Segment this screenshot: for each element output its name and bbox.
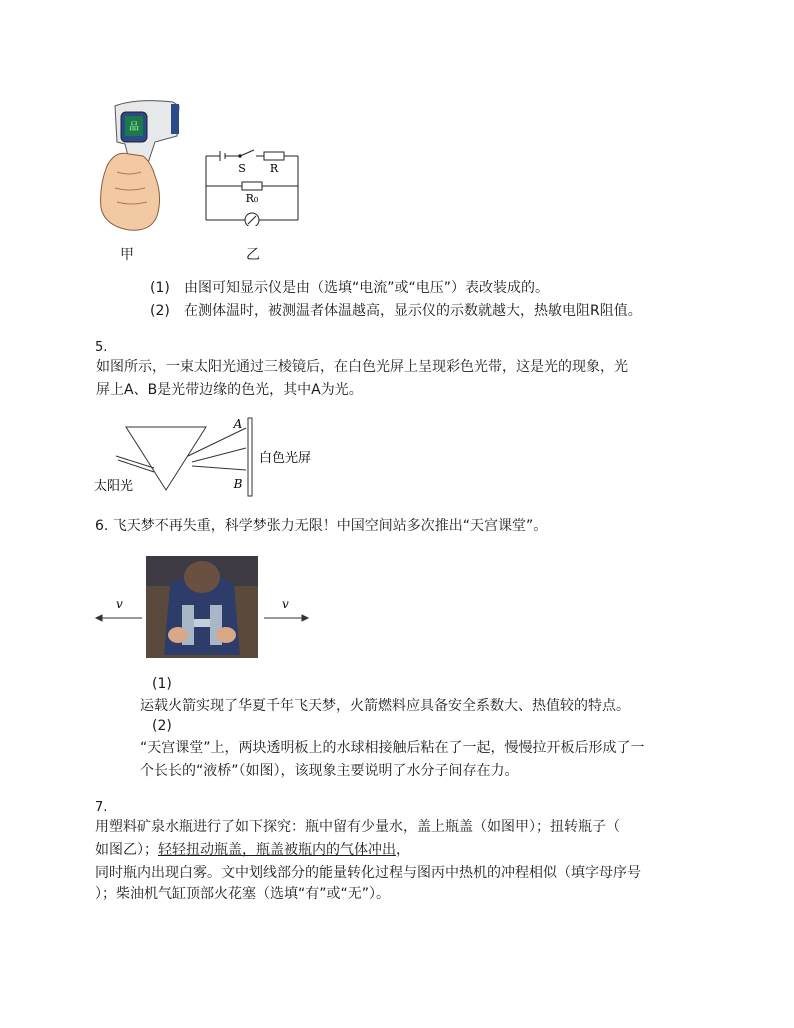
figure-label-jia: 甲 [120, 247, 134, 263]
q6-sub2-line1: “天宫课堂”上，两块透明板上的水球相接触后粘在了一起，慢慢拉开板后形成了一 [140, 740, 645, 756]
q7-line1: 用塑料矿泉水瓶进行了如下探究：瓶中留有少量水，盖上瓶盖（如图甲）；扭转瓶子（ [95, 819, 620, 835]
velocity-right-label: v [282, 597, 289, 611]
q4-sub2-num: (2) [150, 303, 170, 319]
q7-line3: 同时瓶内出现白雾。文中划线部分的能量转化过程与图丙中热机的冲程相似（填字母序号 [95, 865, 641, 881]
switch-label: S [238, 162, 246, 175]
q5-line1: 如图所示，一束太阳光通过三棱镜后，在白色光屏上呈现彩色光带，这是光的现象，光 [96, 359, 628, 375]
thermometer-figure [95, 96, 185, 236]
q4-sub1-num: (1) [150, 280, 170, 296]
label-a: A [233, 417, 243, 431]
label-sunlight: 太阳光 [94, 479, 134, 494]
liquid-bridge-figure [90, 555, 315, 660]
circuit-diagram [200, 146, 305, 226]
q6-sub1-num: (1) [152, 676, 172, 692]
q4-sub1-text: 由图可知显示仪是由（选填“电流”或“电压”）表改装成的。 [184, 280, 550, 296]
resistor-r0-label: R₀ [245, 192, 259, 205]
q7-line2 [95, 840, 410, 860]
velocity-left-label: v [116, 597, 123, 611]
svg-text:品: 品 [129, 122, 139, 133]
q6-sub1-text: 运载火箭实现了华夏千年飞天梦，火箭燃料应具备安全系数大、热值较的特点。 [140, 698, 630, 714]
q7-line2-c: ， [396, 842, 410, 858]
q7-number: 7. [95, 800, 108, 815]
q5-number: 5. [95, 340, 108, 355]
label-b: B [233, 477, 243, 491]
resistor-r-label: R [269, 162, 279, 175]
q7-line4: ）；柴油机气缸顶部火花塞（选填“有”或“无”）。 [95, 886, 391, 902]
q7-line2-a: 如图乙）； [95, 842, 158, 858]
q6-line1: 6. 飞天梦不再失重，科学梦张力无限！中国空间站多次推出“天宫课堂”。 [95, 518, 548, 534]
q5-line2: 屏上A、B是光带边缘的色光，其中A为光。 [96, 382, 363, 398]
q6-sub2-num: (2) [152, 718, 172, 734]
figure-label-yi: 乙 [246, 247, 260, 263]
q7-underlined-text: 轻轻扭动瓶盖，瓶盖被瓶内的气体冲出 [158, 842, 396, 858]
q4-sub2-text: 在测体温时，被测温者体温越高，显示仪的示数就越大，热敏电阻R阻值。 [184, 303, 642, 319]
prism-figure [88, 412, 328, 502]
q6-sub2-line2: 个长长的“液桥”（如图），该现象主要说明了水分子间存在力。 [140, 763, 519, 779]
label-screen: 白色光屏 [259, 451, 312, 466]
